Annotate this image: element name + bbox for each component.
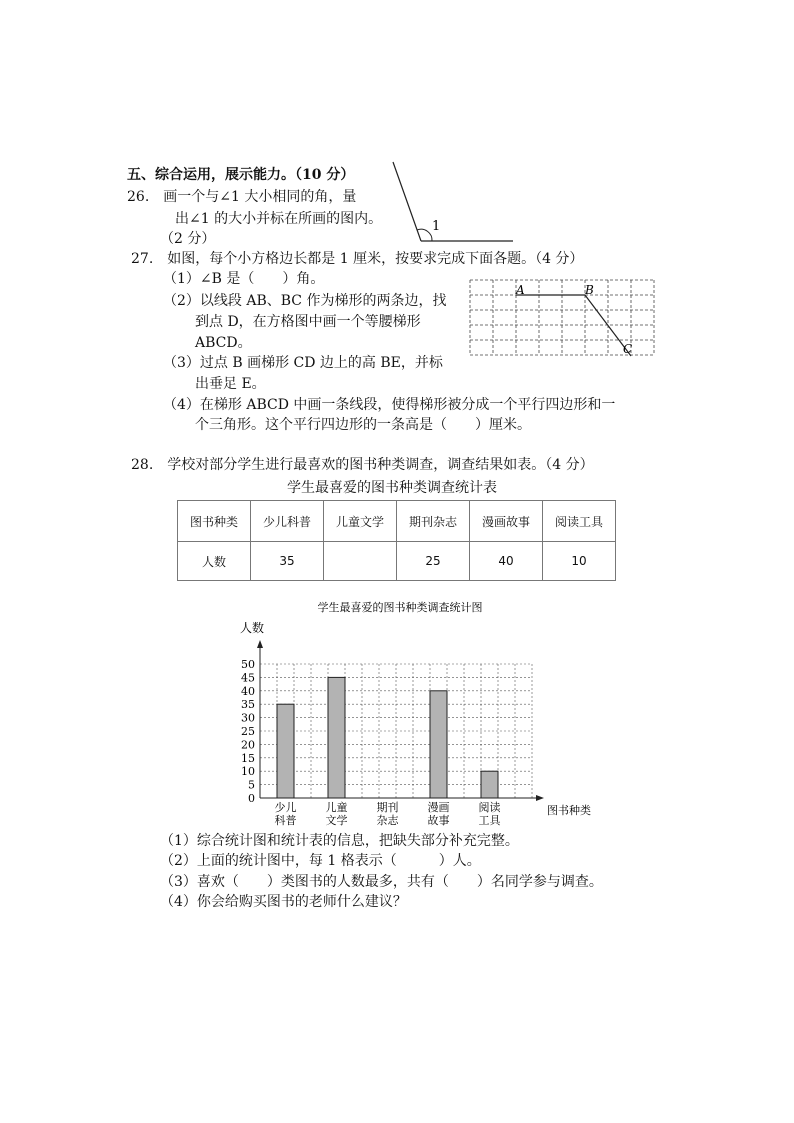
q27-part3-line1: （3）过点 B 画梯形 CD 边上的高 BE，并标 [163, 355, 443, 371]
table-title: 学生最喜爱的图书种类调查统计表 [287, 480, 497, 496]
table-cell: 35 [251, 542, 324, 581]
q28-stem: 28. 学校对部分学生进行最喜欢的图书种类调查，调查结果如表。（4 分） [131, 457, 594, 473]
q28-part4: （4）你会给购买图书的老师什么建议？ [160, 894, 407, 910]
y-tick-label: 15 [241, 751, 255, 765]
q28-part1: （1）综合统计图和统计表的信息，把缺失部分补充完整。 [160, 833, 519, 849]
table-cell: 少儿科普 [251, 501, 324, 542]
statistics-table [177, 500, 616, 581]
y-tick-label: 45 [241, 671, 255, 685]
table-cell: 阅读工具 [543, 501, 616, 542]
y-tick-label: 10 [241, 765, 255, 779]
x-tick-label: 工具 [478, 814, 501, 827]
q27-part4-line2: 个三角形。这个平行四边形的一条高是（ ）厘米。 [195, 417, 531, 433]
y-tick-label: 50 [241, 658, 255, 671]
q27-stem: 27. 如图，每个小方格边长都是 1 厘米，按要求完成下面各题。（4 分） [131, 251, 584, 267]
x-axis-arrow [536, 795, 544, 801]
q26-line3: （2 分） [160, 231, 216, 247]
table-cell: 图书种类 [178, 501, 251, 542]
table-cell: 25 [397, 542, 470, 581]
bar [430, 691, 447, 798]
y-tick-label: 5 [248, 778, 255, 792]
y-tick-label: 30 [241, 711, 255, 725]
point-c-label: C [623, 342, 633, 356]
square-grid-figure [466, 276, 666, 376]
table-cell: 期刊杂志 [397, 501, 470, 542]
q28-part3: （3）喜欢（ ）类图书的人数最多，共有（ ）名同学参与调查。 [160, 874, 603, 890]
table-cell: 漫画故事 [470, 501, 543, 542]
x-tick-label: 文学 [325, 814, 348, 827]
table-header-row [178, 501, 616, 542]
x-tick-label: 科普 [274, 814, 297, 827]
bar [481, 771, 498, 798]
y-tick-label: 40 [241, 684, 255, 698]
x-tick-label: 少儿 [274, 801, 297, 814]
point-a-label: A [516, 283, 525, 297]
table-cell[interactable] [324, 542, 397, 581]
x-tick-label: 故事 [427, 814, 450, 827]
y-axis-label: 人数 [240, 621, 265, 635]
table-row [178, 542, 616, 581]
x-tick-label: 阅读 [478, 801, 501, 814]
chart-title: 学生最喜爱的图书种类调查统计图 [317, 601, 483, 614]
y-tick-label: 0 [248, 792, 255, 805]
q27-part2-line2: 到点 D，在方格图中画一个等腰梯形 [195, 314, 421, 330]
y-axis-arrow [257, 640, 263, 648]
section-heading: 五、综合运用，展示能力。（10 分） [127, 167, 355, 183]
q27-part4-line1: （4）在梯形 ABCD 中画一条线段，使得梯形被分成一个平行四边形和一 [163, 397, 616, 413]
x-axis-label: 图书种类 [547, 804, 591, 817]
table-cell: 10 [543, 542, 616, 581]
table-cell: 儿童文学 [324, 501, 397, 542]
q27-part2-line3: ABCD。 [195, 335, 252, 351]
x-tick-label: 儿童 [325, 801, 348, 814]
y-tick-label: 20 [241, 738, 255, 752]
y-tick-label: 35 [241, 698, 255, 712]
y-tick-label: 25 [241, 725, 255, 738]
q27-part2-line1: （2）以线段 AB、BC 作为梯形的两条边，找 [163, 293, 447, 309]
table-cell: 人数 [178, 542, 251, 581]
q27-part1: （1）∠B 是（ ）角。 [163, 271, 325, 287]
angle-label: 1 [432, 219, 441, 234]
q27-part3-line2: 出垂足 E。 [195, 376, 266, 392]
q26-line2: 出∠1 的大小并标在所画的图内。 [175, 211, 383, 227]
x-tick-label: 杂志 [376, 814, 399, 827]
angle-1-figure [385, 160, 525, 245]
point-b-label: B [585, 283, 594, 297]
x-tick-label: 漫画 [427, 801, 450, 814]
bar [328, 677, 345, 798]
bar [277, 704, 294, 798]
bar-chart [220, 597, 591, 832]
table-cell: 40 [470, 542, 543, 581]
q26-line1: 26. 画一个与∠1 大小相同的角，量 [127, 189, 357, 205]
q28-part2: （2）上面的统计图中，每 1 格表示（ ）人。 [160, 853, 481, 869]
x-tick-label: 期刊 [376, 801, 399, 814]
